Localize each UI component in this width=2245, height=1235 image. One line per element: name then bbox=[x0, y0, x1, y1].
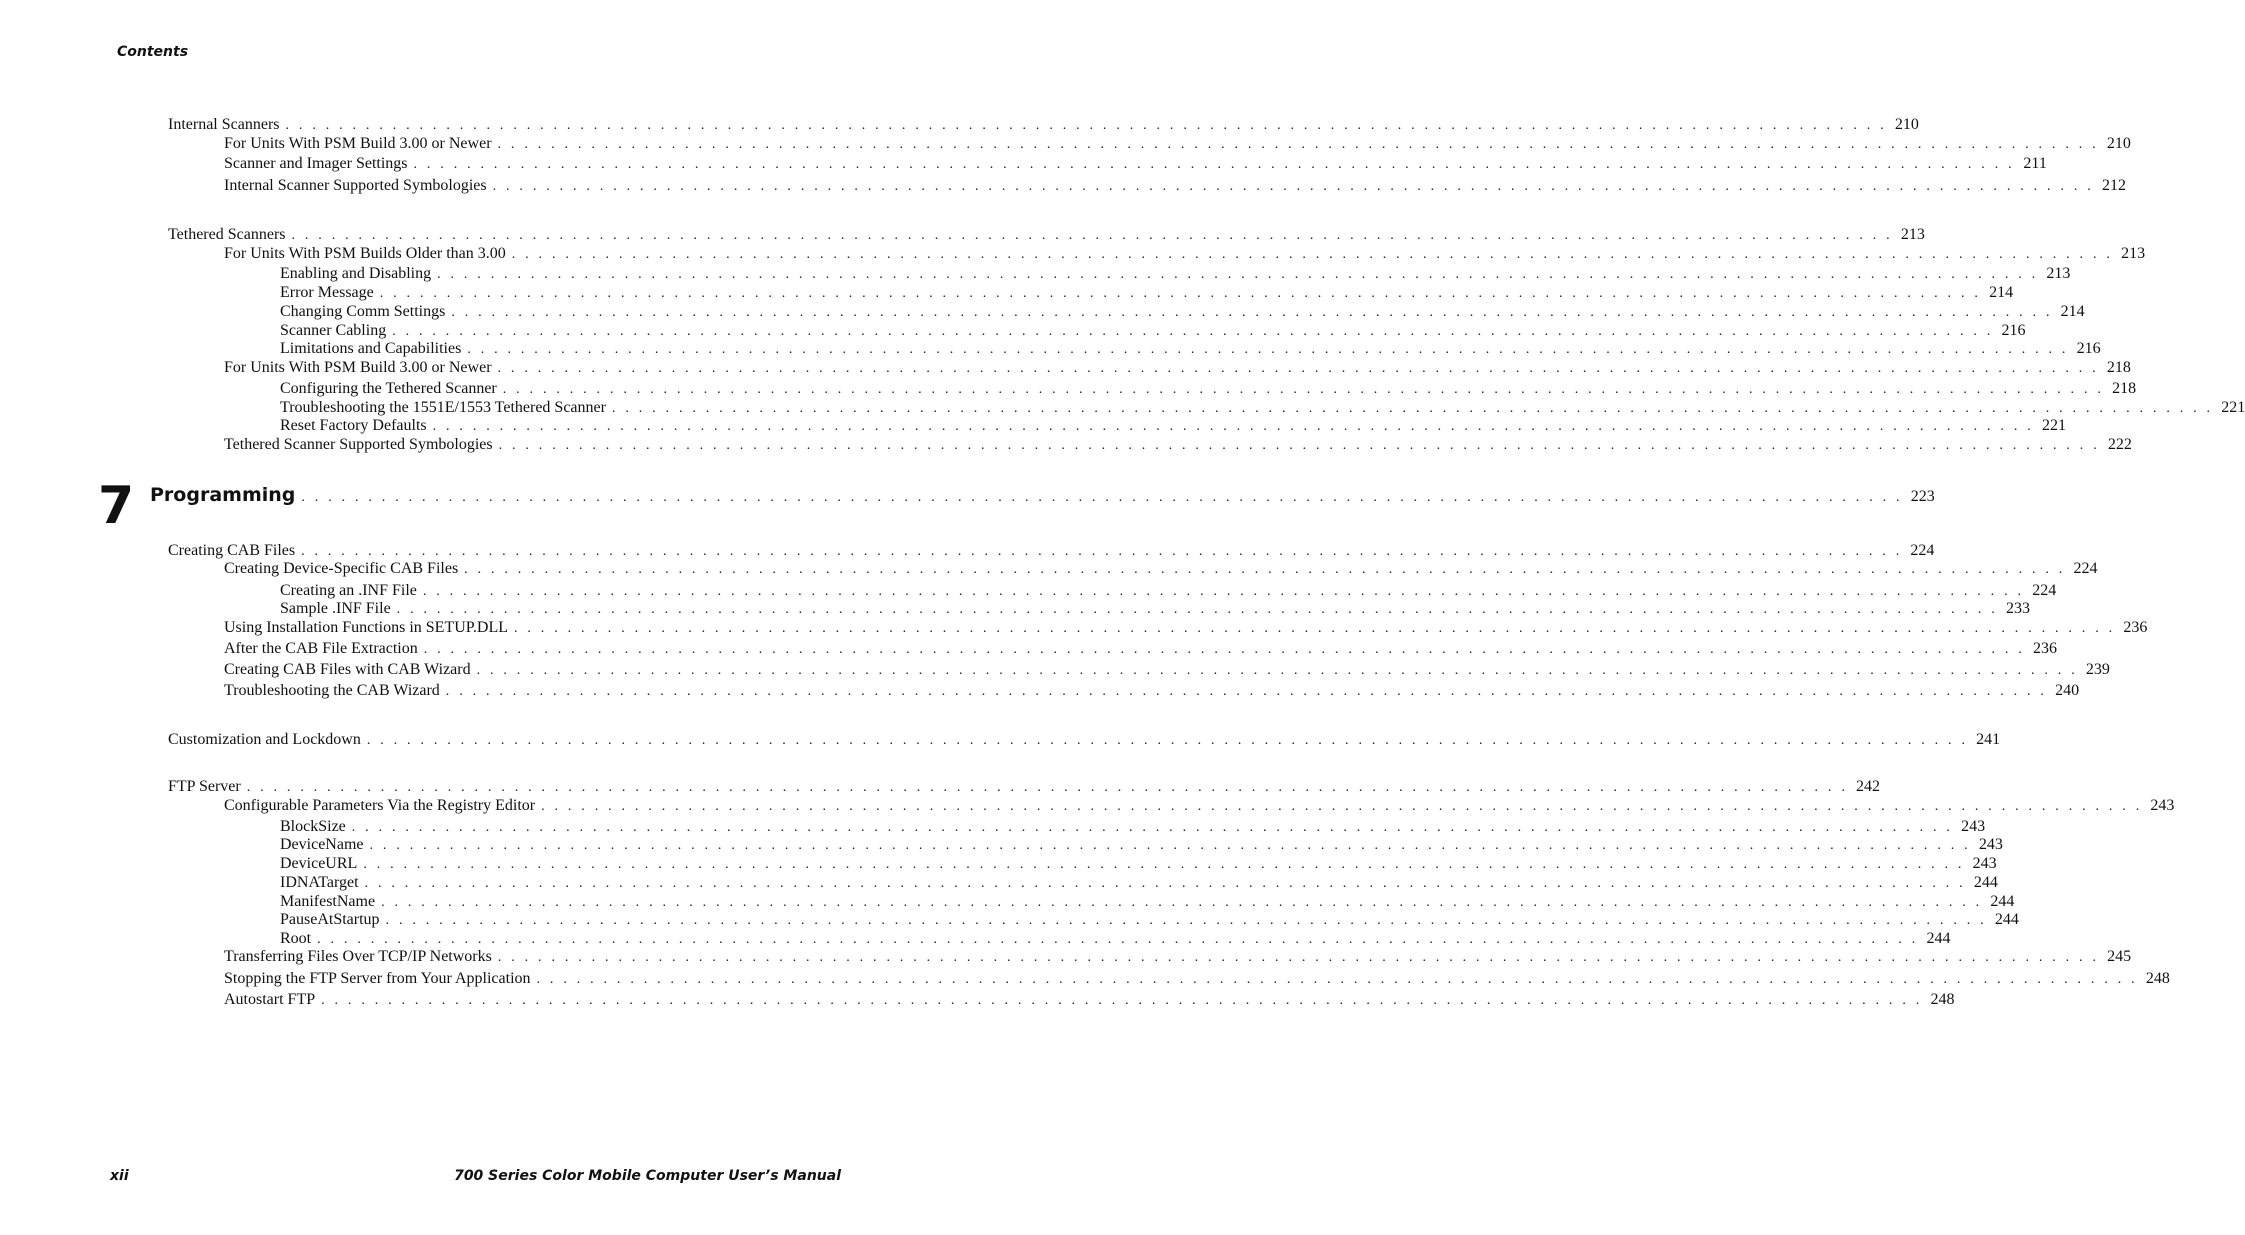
toc-entry-page: 242 bbox=[1856, 778, 1881, 795]
toc-entry-page: 245 bbox=[2107, 948, 2132, 965]
toc-entry-page: 244 bbox=[1926, 930, 1951, 947]
dot-leader: . . . . . . . . . . . . . . . . . . . . . . . . . . . . . . . . . . . . . . . . . . . . . . . . . . . . . . . . . . . . . . . . . . . . . . . . . . . . . . . . . . . . . . . . . . . . . . . . . . . . . . . . . . . . . . . . . . . . . . . . bbox=[363, 857, 1965, 872]
toc-entry-title: Internal Scanner Supported Symbologies bbox=[224, 177, 487, 194]
toc-entry bbox=[280, 416, 2066, 436]
running-header: Contents bbox=[117, 44, 189, 60]
toc-entry bbox=[280, 581, 2057, 601]
dot-leader: . . . . . . . . . . . . . . . . . . . . . . . . . . . . . . . . . . . . . . . . . . . . . . . . . . . . . . . . . . . . . . . . . . . . . . . . . . . . . . . . . . . . . . . . . . . . . . . . . . . . . . . . . . . . . . . . . . . . . . . . bbox=[541, 799, 2143, 814]
toc-entry-page: 216 bbox=[2076, 340, 2101, 357]
dot-leader: . . . . . . . . . . . . . . . . . . . . . . . . . . . . . . . . . . . . . . . . . . . . . . . . . . . . . . . . . . . . . . . . . . . . . . . . . . . . . . . . . . . . . . . . . . . . . . . . . . . . . . . . . . . . . . . . . . . . . . . . bbox=[437, 267, 2039, 282]
toc-entry-title: Tethered Scanner Supported Symbologies bbox=[224, 436, 493, 453]
toc-entry-page: 248 bbox=[2145, 970, 2170, 987]
toc-entry-title: Creating an .INF File bbox=[280, 582, 417, 599]
toc-entry bbox=[280, 302, 2085, 322]
dot-leader: . . . . . . . . . . . . . . . . . . . . . . . . . . . . . . . . . . . . . . . . . . . . . . . . . . . . . . . . . . . . . . . . . . . . . . . . . . . . . . . . . . . . . . . . . . . . . . . . . . . . . . . . . . . . . . . . . . . . . . . . bbox=[611, 401, 2214, 416]
toc-entry bbox=[280, 817, 1986, 837]
toc-entry-page: 233 bbox=[2005, 600, 2030, 617]
dot-leader: . . . . . . . . . . . . . . . . . . . . . . . . . . . . . . . . . . . . . . . . . . . . . . . . . . . . . . . . . . . . . . . . . . . . . . . . . . . . . . . . . . . . . . . . . . . . . . . . . . . . . . . . . . . . . . . . . . . . . . . . bbox=[497, 361, 2099, 376]
toc-entry-page: 241 bbox=[1976, 731, 2001, 748]
dot-leader: . . . . . . . . . . . . . . . . . . . . . . . . . . . . . . . . . . . . . . . . . . . . . . . . . . . . . . . . . . . . . . . . . . . . . . . . . . . . . . . . . . . . . . . . . . . . . . . . . . . . . . . . . . . . . . . . . . . . . . . . bbox=[502, 382, 2105, 397]
dot-leader: . . . . . . . . . . . . . . . . . . . . . . . . . . . . . . . . . . . . . . . . . . . . . . . . . . . . . . . . . . . . . . . . . . . . . . . . . . . . . . . . . . . . . . . . . . . . . . . . . . . . . . . . . . . . . . . . . . . . . . . . bbox=[301, 544, 1903, 559]
dot-leader: . . . . . . . . . . . . . . . . . . . . . . . . . . . . . . . . . . . . . . . . . . . . . . . . . . . . . . . . . . . . . . . . . . . . . . . . . . . . . . . . . . . . . . . . . . . . . . . . . . . . . . . . . . . . . . . . . . . . . . . . bbox=[381, 895, 1983, 910]
toc-entry-title: Transferring Files Over TCP/IP Networks bbox=[224, 948, 492, 965]
toc-entry bbox=[168, 730, 2001, 750]
toc-entry bbox=[280, 929, 1951, 949]
dot-leader: . . . . . . . . . . . . . . . . . . . . . . . . . . . . . . . . . . . . . . . . . . . . . . . . . . . . . . . . . . . . . . . . . . . . . . . . . . . . . . . . . . . . . . . . . . . . . . . . . . . . . . . . . . . . . . . . . . . . . . . . bbox=[422, 584, 2025, 599]
toc-entry-page: 224 bbox=[1910, 542, 1935, 559]
toc-entry-title: PauseAtStartup bbox=[280, 911, 380, 928]
toc-entry-page: 212 bbox=[2101, 177, 2126, 194]
toc-entry-title: Stopping the FTP Server from Your Application bbox=[224, 970, 531, 987]
dot-leader: . . . . . . . . . . . . . . . . . . . . . . . . . . . . . . . . . . . . . . . . . . . . . . . . . . . . . . . . . . . . . . . . . . . . . . . . . . . . . . . . . . . . . . . . . . . . . . . . . . . . . . . . . . . . . . . . . . . . . . . . bbox=[351, 820, 1954, 835]
dot-leader: . . . . . . . . . . . . . . . . . . . . . . . . . . . . . . . . . . . . . . . . . . . . . . . . . . . . . . . . . . . . . . . . . . . . . . . . . . . . . . . . . . . . . . . . . . . . . . . . . . . . . . . . . . . . . . . . . . . . . . . . bbox=[492, 179, 2094, 194]
dot-leader: . . . . . . . . . . . . . . . . . . . . . . . . . . . . . . . . . . . . . . . . . . . . . . . . . . . . . . . . . . . . . . . . . . . . . . . . . . . . . . . . . . . . . . . . . . . . . . . . . . . . . . . . . . . . . . . . . . . . . . . . bbox=[385, 913, 1987, 928]
toc-entry bbox=[224, 618, 2148, 638]
toc-entry-page: 244 bbox=[1973, 874, 1998, 891]
toc-entry-page: 224 bbox=[2073, 560, 2098, 577]
toc-entry bbox=[224, 990, 1955, 1010]
dot-leader: . . . . . . . . . . . . . . . . . . . . . . . . . . . . . . . . . . . . . . . . . . . . . . . . . . . . . . . . . . . . . . . . . . . . . . . . . . . . . . . . . . . . . . . . . . . . . . . . . . . . . . . . . . . . . . . . . . . . . . . . bbox=[423, 642, 2026, 657]
toc-entry-page: 243 bbox=[1972, 855, 1997, 872]
toc-entry-page: 221 bbox=[2041, 417, 2066, 434]
toc-entry-page: 243 bbox=[2150, 797, 2175, 814]
dot-leader: . . . . . . . . . . . . . . . . . . . . . . . . . . . . . . . . . . . . . . . . . . . . . . . . . . . . . . . . . . . . . . . . . . . . . . . . . . . . . . . . . . . . . . . . . . . . . . . . . . . . . . . . . . . . . . . . . . . . . . . . bbox=[476, 663, 2078, 678]
toc-entry bbox=[280, 264, 2071, 284]
toc-entry-page: 213 bbox=[2121, 245, 2146, 262]
toc-entry-title: Changing Comm Settings bbox=[280, 303, 446, 320]
toc-entry-page: 239 bbox=[2085, 661, 2110, 678]
toc-entry bbox=[168, 777, 1881, 797]
toc-entry-page: 211 bbox=[2023, 155, 2047, 172]
toc-entry bbox=[280, 910, 2019, 930]
toc-entry bbox=[224, 154, 2047, 174]
toc-entry-page: 214 bbox=[2060, 303, 2085, 320]
dot-leader: . . . . . . . . . . . . . . . . . . . . . . . . . . . . . . . . . . . . . . . . . . . . . . . . . . . . . . . . . . . . . . . . . . . . . . . . . . . . . . . . . . . . . . . . . . . . . . . . . . . . . . . . . . . . . . . . . . . . . . . . bbox=[464, 562, 2066, 577]
toc-entry-page: 236 bbox=[2033, 640, 2058, 657]
dot-leader: . . . . . . . . . . . . . . . . . . . . . . . . . . . . . . . . . . . . . . . . . . . . . . . . . . . . . . . . . . . . . . . . . . . . . . . . . . . . . . . . . . . . . . . . . . . . . . . . . . . . . . . . . . . . . . . . . . . . . . . . bbox=[291, 228, 1893, 243]
toc-entry-page: 236 bbox=[2123, 619, 2148, 636]
dot-leader: . . . . . . . . . . . . . . . . . . . . . . . . . . . . . . . . . . . . . . . . . . . . . . . . . . . . . . . . . . . . . . . . . . . . . . . . . . . . . . . . . . . . . . . . . . . . . . . . . . . . . . . . . . . . . . . . . . . . . . . . bbox=[536, 972, 2138, 987]
toc-entry bbox=[280, 854, 1997, 874]
toc-entry-title: ManifestName bbox=[280, 893, 376, 910]
dot-leader: . . . . . . . . . . . . . . . . . . . . . . . . . . . . . . . . . . . . . . . . . . . . . . . . . . . . . . . . . . . . . . . . . . . . . . . . . . . . . . . . . . . . . . . . . . . . . . . . . . . . . . . . . . . . . . . . . . . . . . . . bbox=[396, 602, 1998, 617]
toc-entry bbox=[280, 599, 2030, 619]
toc-entry-title: Scanner Cabling bbox=[280, 322, 387, 339]
toc-entry bbox=[280, 873, 1998, 893]
dot-leader: . . . . . . . . . . . . . . . . . . . . . . . . . . . . . . . . . . . . . . . . . . . . . . . . . . . . . . . . . . . . . . . . . . . . . . . . . . . . . . . . . . . . . . . . . . . . . . . . . . . . . . . . . . . . . . . . . . . . . . . . bbox=[413, 157, 2015, 172]
toc-entry-page: 213 bbox=[1900, 226, 1925, 243]
toc-entry-page: 224 bbox=[2032, 582, 2057, 599]
toc-entry-page: 240 bbox=[2055, 682, 2080, 699]
toc-entry-title: Internal Scanners bbox=[168, 116, 280, 133]
dot-leader: . . . . . . . . . . . . . . . . . . . . . . . . . . . . . . . . . . . . . . . . . . . . . . . . . . . . . . . . . . . . . . . . . . . . . . . . . . . . . . . . . . . . . . . . . . . . . . . . . . . . . . . . . . . . . . . . . . . . . . . . bbox=[317, 932, 1919, 947]
toc-entry-title: Root bbox=[280, 930, 312, 947]
toc-entry bbox=[224, 681, 2080, 701]
toc-entry-page: 210 bbox=[2106, 135, 2131, 152]
toc-entry-title: IDNATarget bbox=[280, 874, 359, 891]
dot-leader: . . . . . . . . . . . . . . . . . . . . . . . . . . . . . . . . . . . . . . . . . . . . . . . . . . . . . . . . . . . . . . . . . . . . . . . . . . . . . . . . . . . . . . . . . . . . . . . . . . . . . . . . . . . . . . . . . . . . . . . . bbox=[432, 419, 2034, 434]
toc-entry bbox=[280, 283, 2014, 303]
toc-entry-title: Troubleshooting the 1551E/1553 Tethered Scanner bbox=[280, 399, 606, 416]
toc-entry-title: FTP Server bbox=[168, 778, 241, 795]
dot-leader: . . . . . . . . . . . . . . . . . . . . . . . . . . . . . . . . . . . . . . . . . . . . . . . . . . . . . . . . . . . . . . . . . . . . . . . . . . . . . . . . . . . . . . . . . . . . . . . . . . . . . . . . . . . . . . . . . . . . . . . . bbox=[497, 950, 2100, 965]
toc-entry-page: 244 bbox=[1994, 911, 2019, 928]
chapter-number: 7 bbox=[98, 476, 135, 536]
toc-entry bbox=[280, 321, 2026, 341]
toc-entry-title: Limitations and Capabilities bbox=[280, 340, 462, 357]
toc-entry-page: 213 bbox=[2046, 265, 2071, 282]
toc-entry-title: Creating Device-Specific CAB Files bbox=[224, 560, 459, 577]
toc-entry bbox=[224, 358, 2131, 378]
dot-leader: . . . . . . . . . . . . . . . . . . . . . . . . . . . . . . . . . . . . . . . . . . . . . . . . . . . . . . . . . . . . . . . . . . . . . . . . . . . . . . . . . . . . . . . . . . . . . . . . . . . . . . . . . . . . . . . . . . . . . . . . bbox=[497, 137, 2099, 152]
toc-entry-title: Configuring the Tethered Scanner bbox=[280, 380, 497, 397]
toc-entry bbox=[224, 639, 2058, 659]
toc-entry-title: Programming bbox=[150, 484, 296, 506]
toc-entry-title: Autostart FTP bbox=[224, 991, 316, 1008]
dot-leader: . . . . . . . . . . . . . . . . . . . . . . . . . . . . . . . . . . . . . . . . . . . . . . . . . . . . . . . . . . . . . . . . . . . . . . . . . . . . . . . . . . . . . . . . . . . . . . . . . . . . . . . . . . . . . . . . . . . . . . . . bbox=[392, 324, 1994, 339]
toc-entry-title: Error Message bbox=[280, 284, 374, 301]
dot-leader: . . . . . . . . . . . . . . . . . . . . . . . . . . . . . . . . . . . . . . . . . . . . . . . . . . . . . . . . . . . . . . . . . . . . . . . . . . . . . . . . . . . . . . . . . . . . . . . . . . . . . . . . . . . . . . . . . . . . . . . . bbox=[451, 305, 2053, 320]
toc-entry bbox=[224, 244, 2146, 264]
dot-leader: . . . . . . . . . . . . . . . . . . . . . . . . . . . . . . . . . . . . . . . . . . . . . . . . . . . . . . . . . . . . . . . . . . . . . . . . . . . . . . . . . . . . . . . . . . . . . . . . . . . . . . . . . . . . . . . . . . . . . . . . bbox=[379, 286, 1982, 301]
toc-entry-title: Customization and Lockdown bbox=[168, 731, 361, 748]
dot-leader: . . . . . . . . . . . . . . . . . . . . . . . . . . . . . . . . . . . . . . . . . . . . . . . . . . . . . . . . . . . . . . . . . . . . . . . . . . . . . . . . . . . . . . . . . . . . . . . . . . . . . . . . . . . . . . . . . . . . . . . . bbox=[514, 621, 2116, 636]
toc-entry-title: For Units With PSM Build 3.00 or Newer bbox=[224, 359, 492, 376]
toc-entry-title: Creating CAB Files bbox=[168, 542, 296, 559]
toc-entry-title: DeviceName bbox=[280, 836, 364, 853]
footer-manual-title: 700 Series Color Mobile Computer User’s Manual bbox=[454, 1168, 841, 1184]
toc-entry-title: Troubleshooting the CAB Wizard bbox=[224, 682, 440, 699]
dot-leader: . . . . . . . . . . . . . . . . . . . . . . . . . . . . . . . . . . . . . . . . . . . . . . . . . . . . . . . . . . . . . . . . . . . . . . . . . . . . . . . . . . . . . . . . . . . . . . . . . . . . . . . . . . . . . . . . . . . . . . . . bbox=[467, 342, 2069, 357]
footer-page-number: xii bbox=[110, 1168, 129, 1184]
toc-entry-page: 221 bbox=[2221, 399, 2245, 416]
toc-entry-page: 248 bbox=[1930, 991, 1955, 1008]
toc-entry bbox=[224, 559, 2098, 579]
dot-leader: . . . . . . . . . . . . . . . . . . . . . . . . . . . . . . . . . . . . . . . . . . . . . . . . . . . . . . . . . . . . . . . . . . . . . . . . . . . . . . . . . . . . . . . . . . . . . . . . . . . . . . . . . . . . . . . . . . . . . . . . bbox=[301, 490, 1903, 505]
toc-chapter-entry bbox=[150, 484, 1935, 506]
toc-entry bbox=[224, 796, 2175, 816]
dot-leader: . . . . . . . . . . . . . . . . . . . . . . . . . . . . . . . . . . . . . . . . . . . . . . . . . . . . . . . . . . . . . . . . . . . . . . . . . . . . . . . . . . . . . . . . . . . . . . . . . . . . . . . . . . . . . . . . . . . . . . . . bbox=[511, 247, 2114, 262]
toc-entry-page: 222 bbox=[2107, 436, 2132, 453]
toc-entry-page: 218 bbox=[2112, 380, 2137, 397]
toc-entry bbox=[168, 225, 1925, 245]
toc-entry-title: BlockSize bbox=[280, 818, 346, 835]
toc-entry-page: 243 bbox=[1978, 836, 2003, 853]
dot-leader: . . . . . . . . . . . . . . . . . . . . . . . . . . . . . . . . . . . . . . . . . . . . . . . . . . . . . . . . . . . . . . . . . . . . . . . . . . . . . . . . . . . . . . . . . . . . . . . . . . . . . . . . . . . . . . . . . . . . . . . . bbox=[321, 993, 1923, 1008]
dot-leader: . . . . . . . . . . . . . . . . . . . . . . . . . . . . . . . . . . . . . . . . . . . . . . . . . . . . . . . . . . . . . . . . . . . . . . . . . . . . . . . . . . . . . . . . . . . . . . . . . . . . . . . . . . . . . . . . . . . . . . . . bbox=[364, 876, 1966, 891]
toc-entry-title: Enabling and Disabling bbox=[280, 265, 432, 282]
toc-entry bbox=[280, 398, 2245, 418]
toc-entry-page: 216 bbox=[2001, 322, 2026, 339]
toc-entry-page: 214 bbox=[1989, 284, 2014, 301]
dot-leader: . . . . . . . . . . . . . . . . . . . . . . . . . . . . . . . . . . . . . . . . . . . . . . . . . . . . . . . . . . . . . . . . . . . . . . . . . . . . . . . . . . . . . . . . . . . . . . . . . . . . . . . . . . . . . . . . . . . . . . . . bbox=[498, 438, 2100, 453]
toc-entry-page: 223 bbox=[1910, 488, 1935, 505]
toc-entry bbox=[280, 339, 2101, 359]
toc-entry-title: Configurable Parameters Via the Registry Editor bbox=[224, 797, 536, 814]
dot-leader: . . . . . . . . . . . . . . . . . . . . . . . . . . . . . . . . . . . . . . . . . . . . . . . . . . . . . . . . . . . . . . . . . . . . . . . . . . . . . . . . . . . . . . . . . . . . . . . . . . . . . . . . . . . . . . . . . . . . . . . . bbox=[366, 733, 1969, 748]
toc-entry-title: DeviceURL bbox=[280, 855, 358, 872]
toc-entry-title: Using Installation Functions in SETUP.DLL bbox=[224, 619, 508, 636]
toc-entry-page: 218 bbox=[2106, 359, 2131, 376]
toc-entry bbox=[280, 892, 2015, 912]
toc-entry-title: For Units With PSM Builds Older than 3.00 bbox=[224, 245, 506, 262]
toc-entry bbox=[224, 176, 2126, 196]
toc-entry-title: For Units With PSM Build 3.00 or Newer bbox=[224, 135, 492, 152]
dot-leader: . . . . . . . . . . . . . . . . . . . . . . . . . . . . . . . . . . . . . . . . . . . . . . . . . . . . . . . . . . . . . . . . . . . . . . . . . . . . . . . . . . . . . . . . . . . . . . . . . . . . . . . . . . . . . . . . . . . . . . . . bbox=[246, 780, 1849, 795]
dot-leader: . . . . . . . . . . . . . . . . . . . . . . . . . . . . . . . . . . . . . . . . . . . . . . . . . . . . . . . . . . . . . . . . . . . . . . . . . . . . . . . . . . . . . . . . . . . . . . . . . . . . . . . . . . . . . . . . . . . . . . . . bbox=[445, 684, 2048, 699]
dot-leader: . . . . . . . . . . . . . . . . . . . . . . . . . . . . . . . . . . . . . . . . . . . . . . . . . . . . . . . . . . . . . . . . . . . . . . . . . . . . . . . . . . . . . . . . . . . . . . . . . . . . . . . . . . . . . . . . . . . . . . . . bbox=[369, 838, 1971, 853]
toc-entry-title: Sample .INF File bbox=[280, 600, 391, 617]
toc-entry bbox=[168, 115, 1919, 135]
toc-entry-title: Creating CAB Files with CAB Wizard bbox=[224, 661, 471, 678]
toc-entry bbox=[224, 947, 2132, 967]
toc-entry-page: 244 bbox=[1990, 893, 2015, 910]
toc-entry bbox=[224, 969, 2170, 989]
toc-entry-title: After the CAB File Extraction bbox=[224, 640, 418, 657]
dot-leader: . . . . . . . . . . . . . . . . . . . . . . . . . . . . . . . . . . . . . . . . . . . . . . . . . . . . . . . . . . . . . . . . . . . . . . . . . . . . . . . . . . . . . . . . . . . . . . . . . . . . . . . . . . . . . . . . . . . . . . . . bbox=[285, 118, 1887, 133]
toc-entry-title: Tethered Scanners bbox=[168, 226, 286, 243]
toc-entry bbox=[280, 379, 2137, 399]
toc-entry bbox=[224, 660, 2110, 680]
toc-entry-title: Scanner and Imager Settings bbox=[224, 155, 408, 172]
toc-entry-page: 210 bbox=[1894, 116, 1919, 133]
toc-entry bbox=[168, 541, 1935, 561]
toc-entry bbox=[224, 134, 2131, 154]
toc-entry bbox=[280, 835, 2003, 855]
toc-entry-page: 243 bbox=[1961, 818, 1986, 835]
toc-entry bbox=[224, 435, 2132, 455]
toc-entry-title: Reset Factory Defaults bbox=[280, 417, 427, 434]
